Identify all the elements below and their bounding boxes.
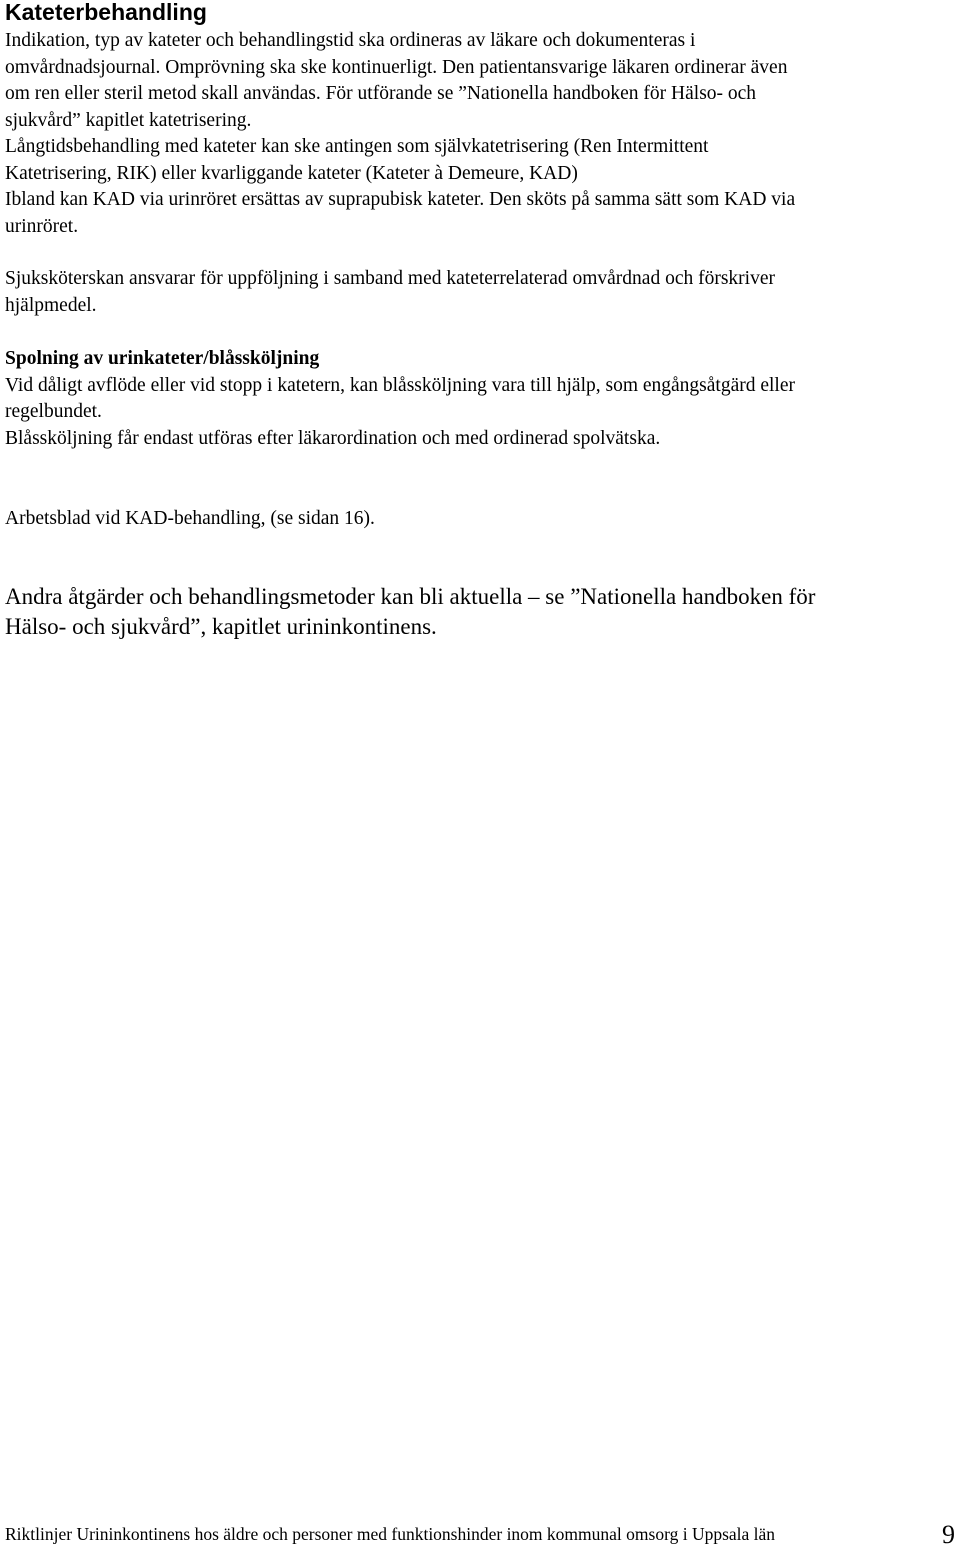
section-heading: Kateterbehandling (5, 0, 207, 25)
intro-line-4: sjukvård” kapitlet katetrisering. (5, 109, 252, 131)
longterm-paragraph (5, 134, 955, 240)
flush-line-2: regelbundet. (5, 401, 102, 422)
longterm-line-3: Ibland kan KAD via urinröret ersättas av suprapubisk kateter. Den sköts på samma sätt som KAD via (5, 189, 796, 210)
intro-line-1: Indikation, typ av kateter och behandlingstid ska ordineras av läkare och dokumenteras i (5, 30, 696, 51)
flush-line-1: Vid dåligt avflöde eller vid stopp i katetern, kan blåssköljning vara till hjälp, som engångsåtgärd eller (5, 374, 795, 396)
document-page (5, 0, 955, 642)
intro-line-3: om ren eller steril metod skall användas. För utförande se ”Nationella handboken för Hälso- och (5, 83, 757, 104)
other-line-2: Hälso- och sjukvård”, kapitlet urininkontinens. (5, 613, 437, 639)
longterm-line-4: urinröret. (5, 215, 79, 237)
intro-paragraph (5, 28, 955, 134)
worksheet-reference: Arbetsblad vid KAD-behandling, (se sidan 16). (5, 508, 375, 529)
nurse-line-1: Sjuksköterskan ansvarar för uppföljning i samband med kateterrelaterad omvårdnad och förskriver (5, 268, 775, 289)
nurse-paragraph (5, 266, 955, 319)
other-line-1: Andra åtgärder och behandlingsmetoder kan bli aktuella – se ”Nationella handboken för (5, 583, 816, 609)
nurse-line-2: hjälpmedel. (5, 294, 97, 316)
longterm-line-1: Långtidsbehandling med kateter kan ske antingen som självkatetrisering (Ren Intermittent (5, 136, 709, 157)
other-measures-paragraph (5, 582, 955, 642)
flush-heading: Spolning av urinkateter/blåssköljning (5, 348, 320, 369)
page-number: 9 (942, 1520, 955, 1549)
footer-text: Riktlinjer Urininkontinens hos äldre och personer med funktionshinder inom kommunal omsorg i Uppsala län (5, 1524, 776, 1544)
intro-line-2: omvårdnadsjournal. Omprövning ska ske kontinuerligt. Den patientansvarige läkaren ordinerar även (5, 56, 788, 78)
longterm-line-2: Katetrisering, RIK) eller kvarliggande kateter (Kateter à Demeure, KAD) (5, 162, 578, 184)
flush-line-3: Blåssköljning får endast utföras efter läkarordination och med ordinerad spolvätska. (5, 427, 661, 449)
page-footer (5, 1520, 955, 1550)
flush-section (5, 346, 955, 452)
